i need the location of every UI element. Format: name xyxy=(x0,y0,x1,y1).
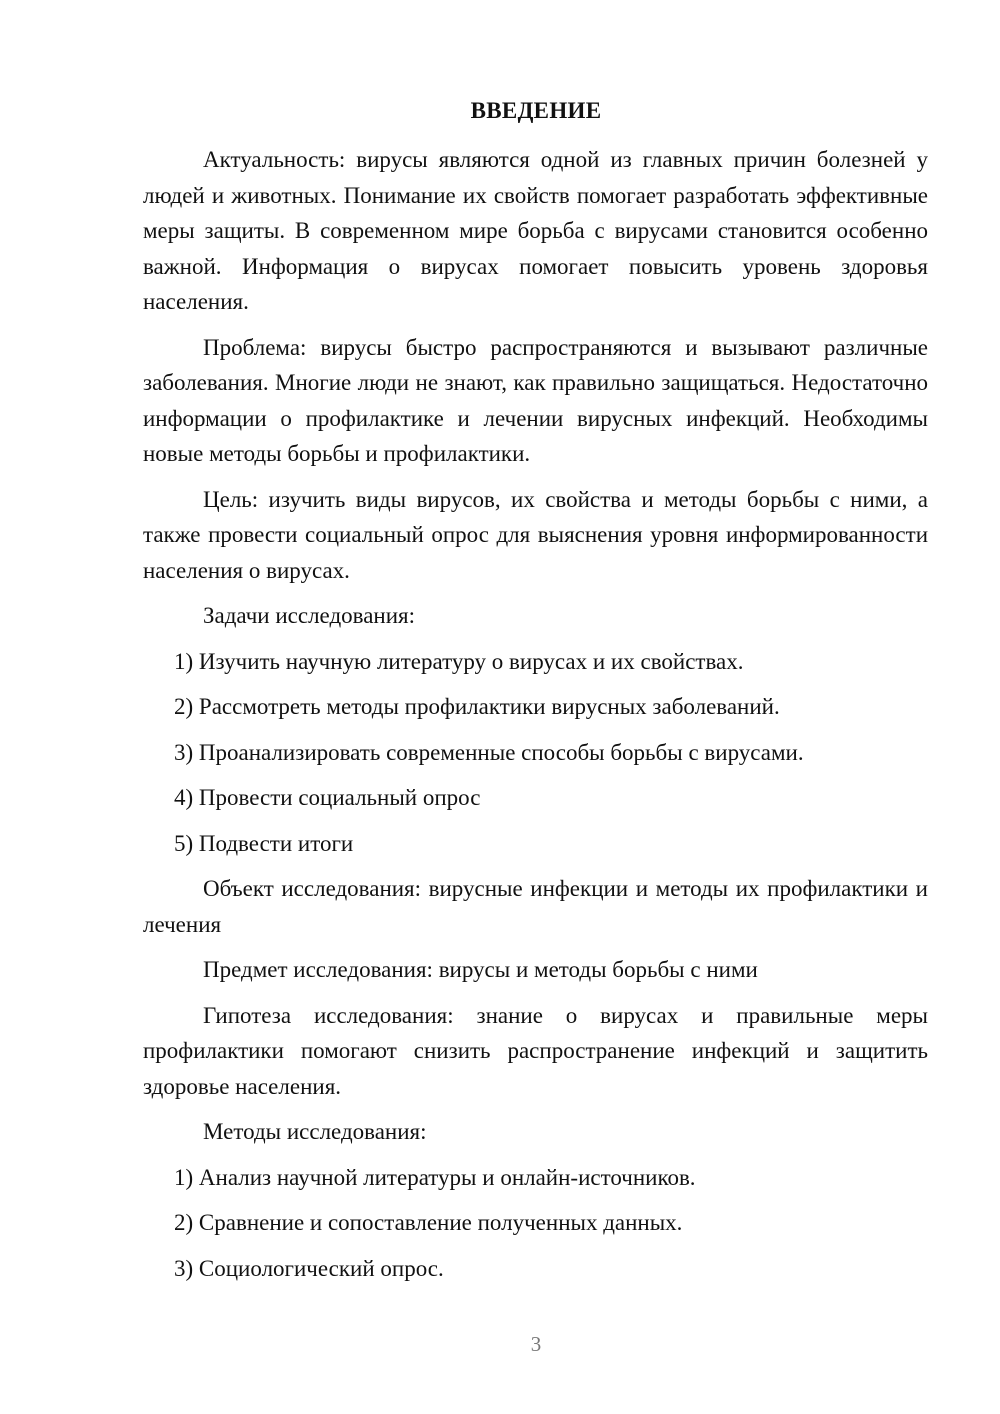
problem-paragraph: Проблема: вирусы быстро распространяются и вызывают различные заболевания. Многие люди не знают, как правильно защищаться. Недостаточно информации о профилактике и лечении вирусных инфекций. Необходимы новые методы борьбы и профилактики. xyxy=(143,334,928,466)
task-item: 2) Рассмотреть методы профилактики вирусных заболеваний. xyxy=(174,694,780,719)
relevance-paragraph: Актуальность: вирусы являются одной из главных причин болезней у людей и животных. Понимание их свойств помогает разработать эффективные меры защиты. В современном мире борьба с вирусами становится особенно важной. Информация о вирусах помогает повысить уровень здоровья населения. xyxy=(143,147,928,314)
task-item: 1) Изучить научную литературу о вирусах и их свойствах. xyxy=(174,648,744,674)
methods-heading: Методы исследования: xyxy=(203,1119,427,1144)
task-item: 4) Провести социальный опрос xyxy=(174,785,481,810)
document-body xyxy=(143,142,928,1296)
object-paragraph: Объект исследования: вирусные инфекции и методы их профилактики и лечения xyxy=(143,876,928,937)
task-item: 3) Проанализировать современные способы борьбы с вирусами. xyxy=(174,739,804,765)
page-number: 3 xyxy=(530,1332,542,1356)
goal-paragraph: Цель: изучить виды вирусов, их свойства и методы борьбы с ними, а также провести социальный опрос для выяснения уровня информированности населения о вирусах. xyxy=(143,486,928,583)
method-item: 2) Сравнение и сопоставление полученных данных. xyxy=(174,1210,683,1235)
method-item: 3) Социологический опрос. xyxy=(174,1255,444,1281)
method-item: 1) Анализ научной литературы и онлайн-источников. xyxy=(174,1164,696,1190)
section-title: ВВЕДЕНИЕ xyxy=(470,98,602,123)
subject-paragraph: Предмет исследования: вирусы и методы борьбы с ними xyxy=(203,957,758,982)
hypothesis-paragraph: Гипотеза исследования: знание о вирусах и правильные меры профилактики помогают снизить распространение инфекций и защитить здоровье населения. xyxy=(143,1002,928,1099)
task-item: 5) Подвести итоги xyxy=(174,830,354,856)
tasks-heading: Задачи исследования: xyxy=(203,603,416,628)
